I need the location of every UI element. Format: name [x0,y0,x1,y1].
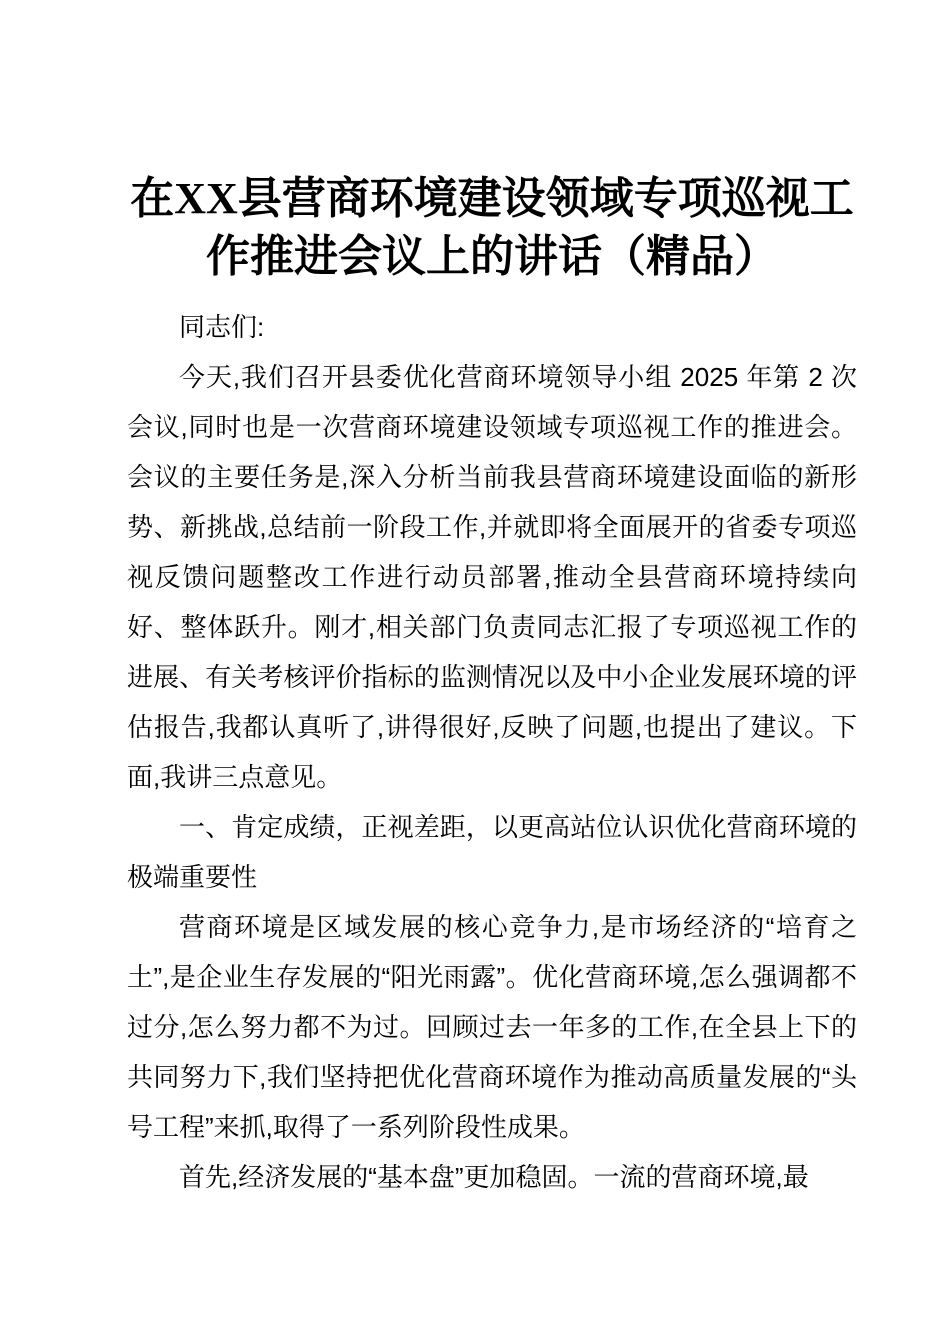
paragraph-opening: 今天,我们召开县委优化营商环境领导小组 2025 年第 2 次会议,同时也是一次营商环境建设领域专项巡视工作的推进会。会议的主要任务是,深入分析当前我县营商环境建设面临的新形势、新挑战,总结前一阶段工作,并就即将全面展开的省委专项巡视反馈问题整改工作进行动员部署,推动全县营商环境持续向好、整体跃升。刚才,相关部门负责同志汇报了专项巡视工作的进展、有关考核评价指标的监测情况以及中小企业发展环境的评估报告,我都认真听了,讲得很好,反映了问题,也提出了建议。下面,我讲三点意见。 [127,362,857,792]
paragraph-economy-truncated: 首先,经济发展的“基本盘”更加稳固。一流的营商环境,最 [179,1162,809,1192]
salutation: 同志们: [179,312,265,342]
document-title: 在XX县营商环境建设领域专项巡视工作推进会议上的讲话（精品） [130,174,854,281]
paragraph-business-environment: 营商环境是区域发展的核心竞争力,是市场经济的“培育之土”,是企业生存发展的“阳光雨露”。优化营商环境,怎么强调都不过分,怎么努力都不为过。回顾过去一年多的工作,在全县上下的共同努力下,我们坚持把优化营商环境作为推动高质量发展的“头号工程”来抓,取得了一系列阶段性成果。 [127,912,857,1142]
section-heading-1: 一、肯定成绩，正视差距，以更高站位认识优化营商环境的极端重要性 [127,812,857,892]
